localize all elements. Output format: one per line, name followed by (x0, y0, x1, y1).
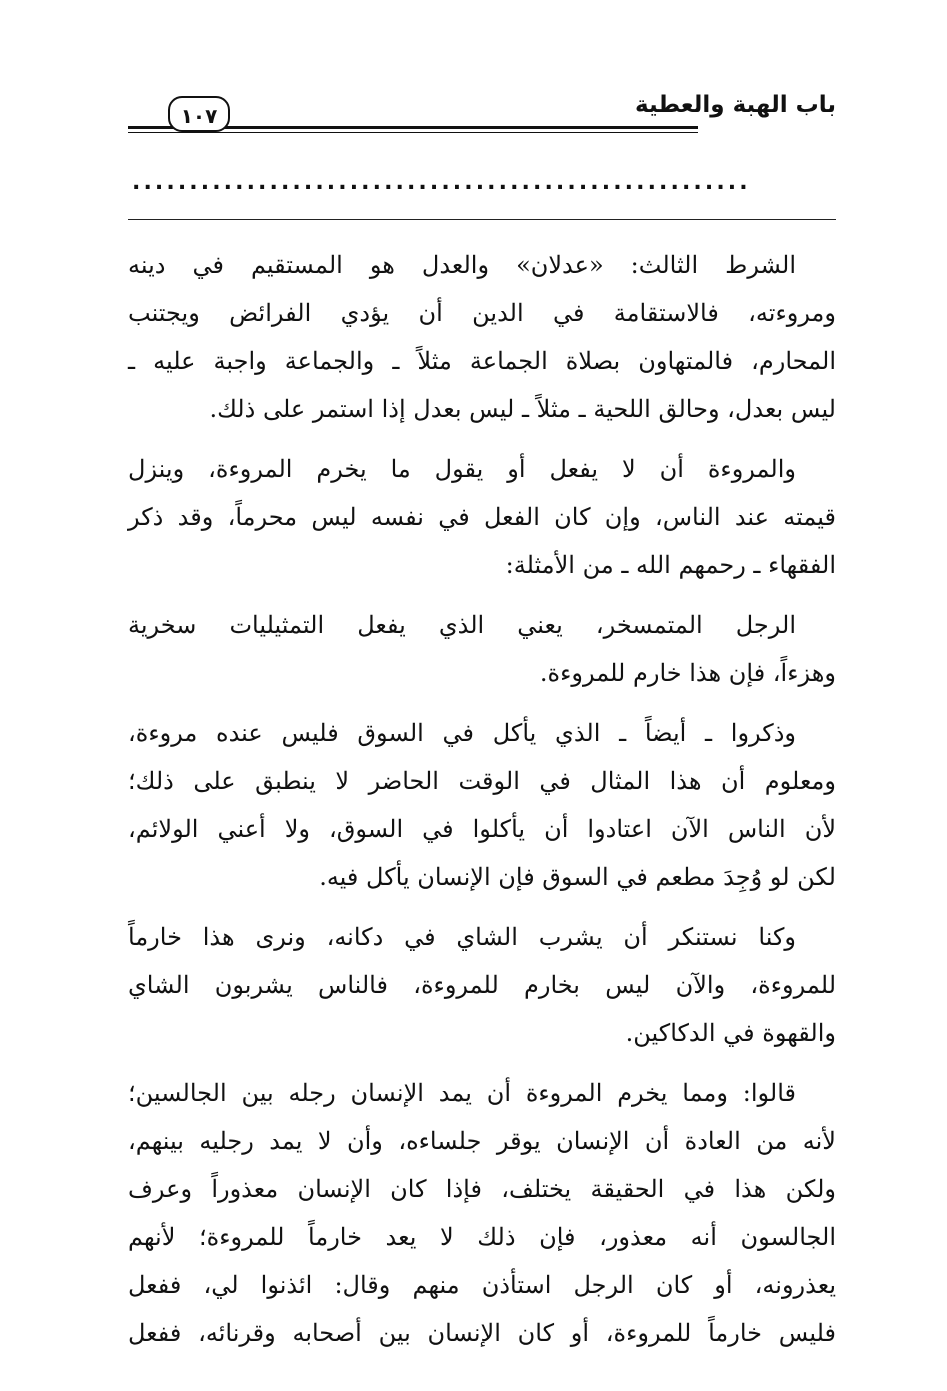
text-line: الفقهاء ـ رحمهم الله ـ من الأمثلة: (505, 551, 836, 579)
body-text (128, 241, 836, 1369)
text-line: ليس بعدل، وحالق اللحية ـ مثلاً ـ ليس بعدل إذا استمر على ذلك. (209, 395, 836, 423)
text-line: قالوا: ومما يخرم المروءة أن يمد الإنسان رجله بين الجالسين؛ (128, 1079, 796, 1107)
text-line: لأنه من العادة أن الإنسان يوقر جلساءه، وأن لا يمد رجليه بينهم، (128, 1127, 836, 1155)
text-line: المحارم، فالمتهاون بصلاة الجماعة مثلاً ـ والجماعة واجبة عليه ـ (128, 347, 836, 375)
paragraph (128, 241, 836, 433)
text-line: فليس خارماً للمروءة، أو كان الإنسان بين أصحابه وقرنائه، ففعل (128, 1319, 836, 1347)
chapter-title: باب الهبة والعطية (635, 92, 836, 118)
paragraph (128, 445, 836, 589)
paragraph (128, 709, 836, 901)
page-number: ١٠٧ (180, 104, 218, 128)
text-line: وذكروا ـ أيضاً ـ الذي يأكل في السوق فليس عنده مروءة، (128, 719, 796, 747)
content-divider (128, 219, 836, 220)
text-line: والقهوة في الدكاكين. (625, 1019, 836, 1047)
text-line: الشرط الثالث: «عدلان» والعدل هو المستقيم في دينه (128, 251, 796, 279)
text-line: ولكن هذا في الحقيقة يختلف، فإذا كان الإنسان معذوراً وعرف (128, 1175, 836, 1203)
text-line: الرجل المتمسخر، يعني الذي يفعل التمثيليات سخرية (128, 611, 796, 639)
text-line: لكن لو وُجِدَ مطعم في السوق فإن الإنسان يأكل فيه. (319, 863, 836, 891)
text-line: يعذرونه، أو كان الرجل استأذن منهم وقال: ائذنوا لي، ففعل (128, 1271, 836, 1299)
text-line: للمروءة، والآن ليس بخارم للمروءة، فالناس يشربون الشاي (128, 971, 836, 999)
paragraph (128, 913, 836, 1057)
text-line: لأن الناس الآن اعتادوا أن يأكلوا في السوق، ولا أعني الولائم، (128, 815, 836, 843)
separator-dots: ...................................................... (132, 170, 751, 195)
paragraph (128, 1069, 836, 1357)
text-line: ومروءته، فالاستقامة في الدين أن يؤدي الفرائض ويجتنب (128, 299, 836, 327)
header-rule-thin (128, 132, 698, 133)
text-line: ومعلوم أن هذا المثال في الوقت الحاضر لا ينطبق على ذلك؛ (128, 767, 836, 795)
page-header (128, 88, 836, 144)
text-line: الجالسون أنه معذور، فإن ذلك لا يعد خارماً للمروءة؛ لأنهم (128, 1223, 836, 1251)
page-number-badge (168, 96, 230, 132)
paragraph (128, 601, 836, 697)
text-line: وكنا نستنكر أن يشرب الشاي في دكانه، ونرى هذا خارماً (128, 923, 796, 951)
text-line: قيمته عند الناس، وإن كان الفعل في نفسه ليس محرماً، وقد ذكر (128, 503, 836, 531)
text-line: والمروءة أن لا يفعل أو يقول ما يخرم المروءة، وينزل (128, 455, 796, 483)
text-line: وهزءاً، فإن هذا خارم للمروءة. (539, 659, 836, 687)
